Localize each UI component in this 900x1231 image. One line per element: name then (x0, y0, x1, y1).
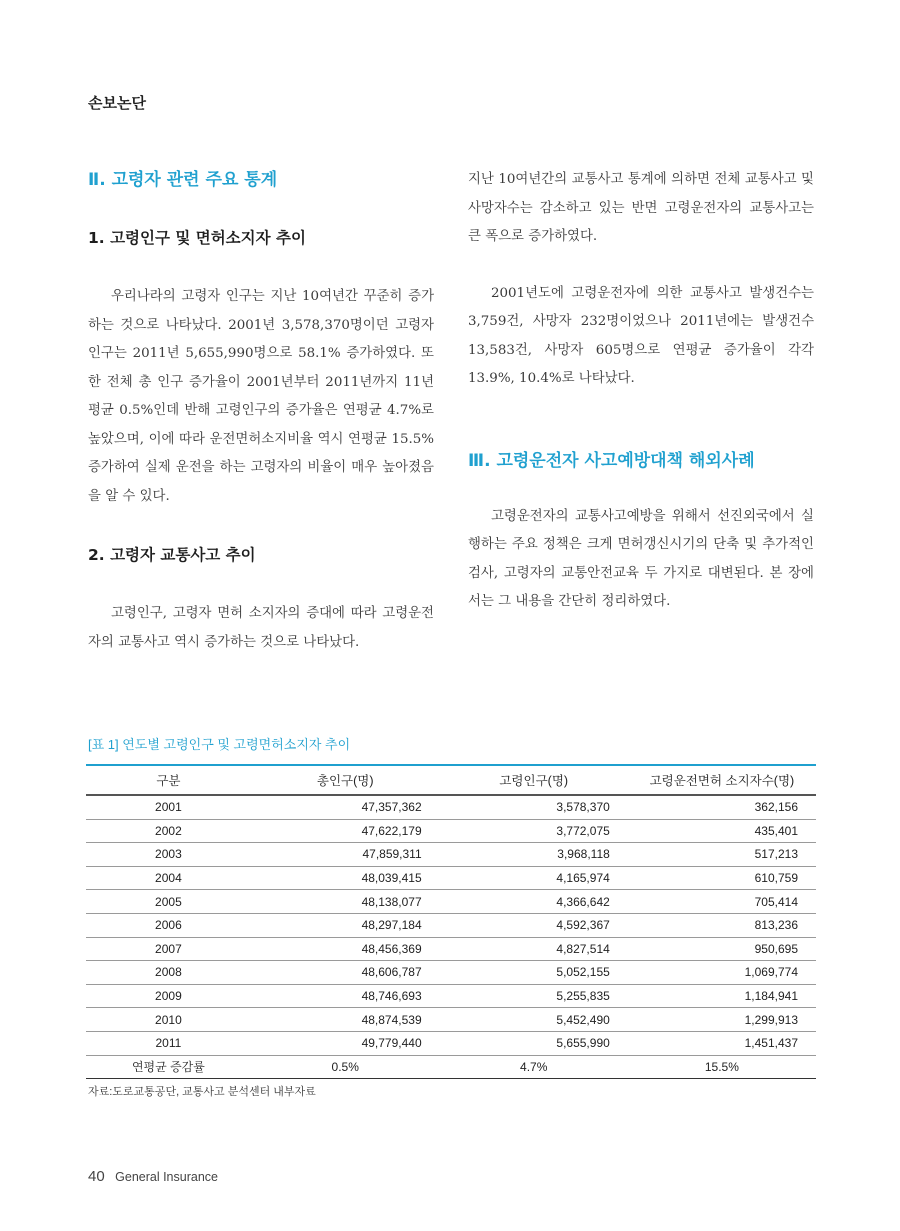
table-cell-year: 2006 (86, 913, 251, 937)
table-cell-year: 2001 (86, 795, 251, 819)
table-cell-value: 5,255,835 (440, 984, 628, 1008)
paragraph-accident-trend: 고령인구, 고령자 면허 소지자의 증대에 따라 고령운전자의 교통사고 역시 증가하는 것으로 나타났다. (88, 606, 434, 650)
table-cell-year: 2005 (86, 890, 251, 914)
table-cell-value: 1,184,941 (628, 984, 816, 1008)
table-cell-value: 4,366,642 (440, 890, 628, 914)
table-row (86, 866, 816, 890)
table-cell-value: 1,069,774 (628, 961, 816, 985)
table-cell-year: 2007 (86, 937, 251, 961)
right-column (468, 165, 814, 617)
table-cell-value: 3,772,075 (440, 819, 628, 843)
table-cell-value: 610,759 (628, 866, 816, 890)
table-cell-value: 1,451,437 (628, 1031, 816, 1055)
subsection-heading-2: 2. 고령자 교통사고 추이 (88, 546, 256, 564)
table-row (86, 1055, 816, 1079)
table-row (86, 961, 816, 985)
table-cell-value: 47,622,179 (251, 819, 440, 843)
table-cell-value: 705,414 (628, 890, 816, 914)
page-footer (88, 1168, 218, 1186)
table-cell-value: 4,165,974 (440, 866, 628, 890)
section-heading-3: Ⅲ. 고령운전자 사고예방대책 해외사례 (468, 450, 755, 471)
table-row (86, 937, 816, 961)
table-cell-value: 48,746,693 (251, 984, 440, 1008)
table-cell-year: 2010 (86, 1008, 251, 1032)
table-caption: [표 1] 연도별 고령인구 및 고령면허소지자 추이 (88, 737, 351, 752)
subsection-heading-1: 1. 고령인구 및 면허소지자 추이 (88, 229, 306, 247)
header-total-population: 총인구(명) (251, 765, 440, 795)
table-cell-value: 0.5% (251, 1055, 440, 1079)
table-row (86, 913, 816, 937)
table-cell-year: 2008 (86, 961, 251, 985)
table-cell-value: 48,039,415 (251, 866, 440, 890)
table-cell-year: 2003 (86, 843, 251, 867)
table-cell-value: 813,236 (628, 913, 816, 937)
table-cell-value: 48,138,077 (251, 890, 440, 914)
table-row (86, 890, 816, 914)
table-row (86, 843, 816, 867)
page-number: 40 (88, 1168, 105, 1185)
table-cell-value: 3,578,370 (440, 795, 628, 819)
table-cell-year: 2004 (86, 866, 251, 890)
table-cell-year: 연평균 증감률 (86, 1055, 251, 1079)
section-heading-2: Ⅱ. 고령자 관련 주요 통계 (88, 170, 278, 190)
table-cell-year: 2009 (86, 984, 251, 1008)
table-row (86, 819, 816, 843)
header-elderly-population: 고령인구(명) (440, 765, 628, 795)
table-cell-value: 435,401 (628, 819, 816, 843)
table-cell-value: 48,606,787 (251, 961, 440, 985)
table-cell-value: 517,213 (628, 843, 816, 867)
population-license-table (86, 764, 816, 1079)
table-cell-value: 47,357,362 (251, 795, 440, 819)
table-cell-value: 48,456,369 (251, 937, 440, 961)
table-cell-value: 4,827,514 (440, 937, 628, 961)
paragraph-2001-2011-comparison: 2001년도에 고령운전자에 의한 교통사고 발생건수는 3,759건, 사망자 232명이었으나 2011년에는 발생건수 13,583건, 사망자 605명으로 연평균 증가율이 각각 13.9%, 10.4%로 나타났다. (468, 285, 814, 386)
table-row (86, 1008, 816, 1032)
table-cell-value: 362,156 (628, 795, 816, 819)
table-cell-value: 49,779,440 (251, 1031, 440, 1055)
table-source-note: 자료:도로교통공단, 교통사고 분석센터 내부자료 (88, 1086, 316, 1098)
table-cell-value: 47,859,311 (251, 843, 440, 867)
paragraph-overseas-policies: 고령운전자의 교통사고예방을 위해서 선진외국에서 실행하는 주요 정책은 크게 면허갱신시기의 단축 및 추가적인 검사, 고령자의 교통안전교육 두 가지로 대변된다. 본 장에서는 그 내용을 간단히 정리하였다. (468, 508, 814, 609)
table-cell-value: 15.5% (628, 1055, 816, 1079)
table-cell-value: 5,655,990 (440, 1031, 628, 1055)
table-cell-value: 950,695 (628, 937, 816, 961)
paragraph-elderly-population: 우리나라의 고령자 인구는 지난 10여년간 꾸준히 증가하는 것으로 나타났다. 2001년 3,578,370명이던 고령자 인구는 2011년 5,655,990명으로 58.1% 증가하였다. 또한 전체 총 인구 증가율이 2001년부터 2011년까지 11년 평균 0.5%인데 반해 고령인구의 증가율은 연평균 4.7%로 높았으며, 이에 따라 운전면허소지비율 역시 연평균 15.5% 증가하여 실제 운전을 하는 고령자의 비율이 매우 높아졌음을 알 수 있다. (88, 289, 434, 504)
header-category: 구분 (86, 765, 251, 795)
table-row (86, 984, 816, 1008)
header-elderly-license-holders: 고령운전면허 소지자수(명) (628, 765, 816, 795)
table-cell-value: 48,297,184 (251, 913, 440, 937)
table-cell-value: 5,452,490 (440, 1008, 628, 1032)
table-cell-value: 3,968,118 (440, 843, 628, 867)
table-cell-value: 1,299,913 (628, 1008, 816, 1032)
table-cell-year: 2011 (86, 1031, 251, 1055)
table-cell-value: 48,874,539 (251, 1008, 440, 1032)
magazine-name: General Insurance (115, 1170, 218, 1184)
paragraph-accident-statistics: 지난 10여년간의 교통사고 통계에 의하면 전체 교통사고 및 사망자수는 감소하고 있는 반면 고령운전자의 교통사고는 큰 폭으로 증가하였다. (468, 172, 814, 244)
table-row (86, 795, 816, 819)
table-row (86, 1031, 816, 1055)
section-label: 손보논단 (88, 94, 146, 112)
table-cell-value: 5,052,155 (440, 961, 628, 985)
left-column (88, 165, 434, 657)
table-cell-value: 4,592,367 (440, 913, 628, 937)
table-header-row (86, 765, 816, 795)
table-cell-value: 4.7% (440, 1055, 628, 1079)
table-cell-year: 2002 (86, 819, 251, 843)
